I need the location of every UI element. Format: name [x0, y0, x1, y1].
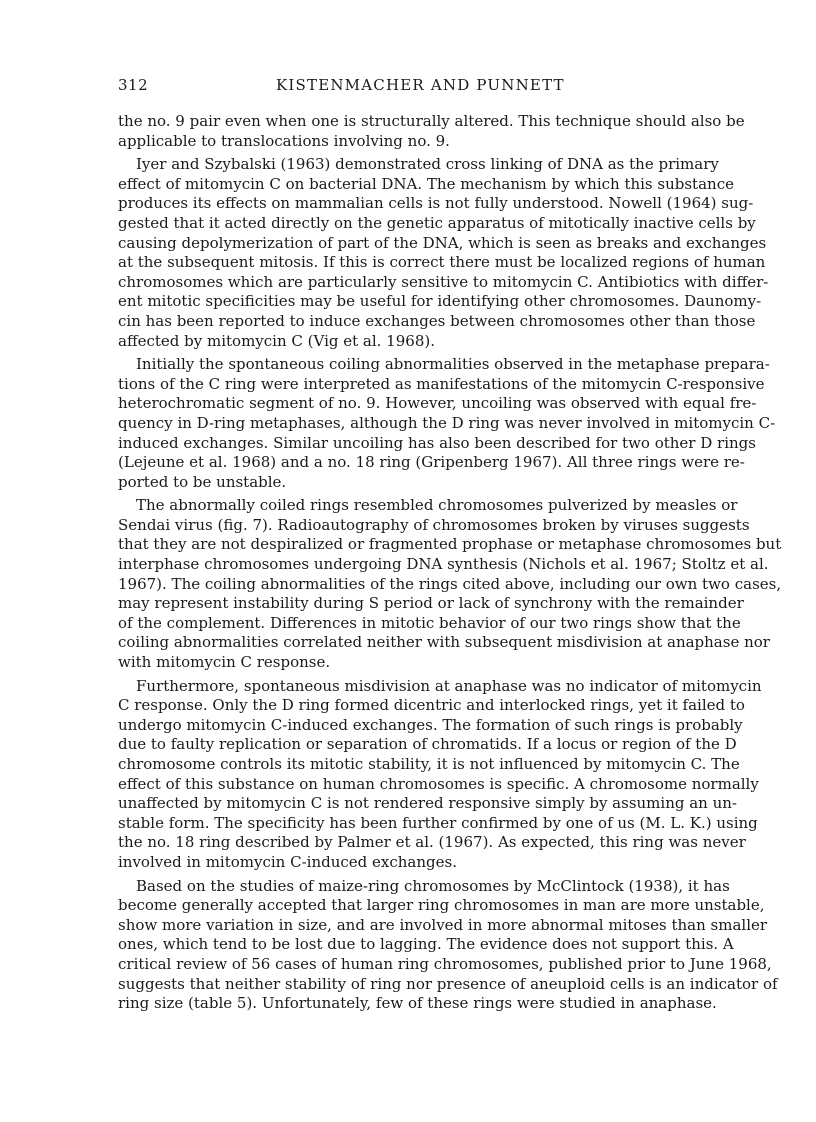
page-number: 312 [118, 76, 149, 94]
text-line: show more variation in size, and are involved in more abnormal mitoses than smaller [118, 915, 768, 934]
text-line: of the complement. Differences in mitotic behavior of our two rings show that the [118, 613, 741, 632]
running-head [118, 76, 686, 98]
text-line: cin has been reported to induce exchanges between chromosomes other than those [118, 311, 756, 330]
text-line: The abnormally coiled rings resembled chromosomes pulverized by measles or [136, 496, 738, 515]
text-line: due to faulty replication or separation of chromatids. If a locus or region of the D [118, 735, 737, 754]
text-line: produces its effects on mammalian cells is not fully understood. Nowell (1964) sug- [118, 194, 754, 213]
text-line: interphase chromosomes undergoing DNA synthesis (Nichols et al. 1967; Stoltz et al. [118, 555, 769, 574]
text-line: heterochromatic segment of no. 9. However, uncoiling was observed with equal fre- [118, 394, 757, 413]
text-line: ones, which tend to be lost due to lagging. The evidence does not support this. A [118, 935, 734, 954]
text-line: C response. Only the D ring formed dicentric and interlocked rings, yet it failed to [118, 696, 745, 715]
text-line: Furthermore, spontaneous misdivision at anaphase was no indicator of mitomycin [136, 676, 762, 695]
paragraph [118, 676, 762, 873]
text-line: affected by mitomycin C (Vig et al. 1968). [118, 331, 435, 350]
text-line: applicable to translocations involving no. 9. [118, 131, 450, 150]
text-line: with mitomycin C response. [118, 653, 331, 672]
text-line: may represent instability during S period or lack of synchrony with the remainder [118, 594, 744, 613]
text-line: quency in D-ring metaphases, although the D ring was never involved in mitomycin C- [118, 413, 776, 432]
text-line: involved in mitomycin C-induced exchanges. [118, 852, 457, 871]
text-line: suggests that neither stability of ring nor presence of aneuploid cells is an indicator of [118, 974, 778, 993]
text-line: Iyer and Szybalski (1963) demonstrated cross linking of DNA as the primary [136, 155, 719, 174]
text-line: at the subsequent mitosis. If this is correct there must be localized regions of human [118, 253, 766, 272]
text-line: stable form. The specificity has been further confirmed by one of us (M. L. K.) using [118, 813, 758, 832]
paragraph [118, 496, 782, 672]
text-line: gested that it acted directly on the genetic apparatus of mitotically inactive cells by [118, 213, 756, 232]
text-line: causing depolymerization of part of the DNA, which is seen as breaks and exchanges [118, 233, 767, 252]
text-line: chromosomes which are particularly sensitive to mitomycin C. Antibiotics with differ- [118, 272, 769, 291]
text-line: undergo mitomycin C-induced exchanges. The formation of such rings is probably [118, 715, 743, 734]
running-title: KISTENMACHER AND PUNNETT [276, 76, 565, 94]
text-line: (Lejeune et al. 1968) and a no. 18 ring (Gripenberg 1967). All three rings were re- [118, 453, 745, 472]
text-line: that they are not despiralized or fragmented prophase or metaphase chromosomes but [118, 535, 782, 554]
text-line: coiling abnormalities correlated neither with subsequent misdivision at anaphase nor [118, 633, 770, 652]
paragraph [118, 155, 769, 351]
text-line: chromosome controls its mitotic stability, it is not influenced by mitomycin C. The [118, 755, 740, 773]
text-line: ring size (table 5). Unfortunately, few of these rings were studied in anaphase. [118, 994, 717, 1013]
text-line: 1967). The coiling abnormalities of the rings cited above, including our own two cases, [118, 574, 782, 593]
paragraph [118, 355, 776, 492]
text-line: become generally accepted that larger ring chromosomes in man are more unstable, [118, 896, 765, 915]
text-line: the no. 9 pair even when one is structurally altered. This technique should also be [118, 112, 745, 130]
paragraph [118, 112, 745, 151]
text-line: ported to be unstable. [118, 472, 287, 491]
text-line: induced exchanges. Similar uncoiling has also been described for two other D rings [118, 433, 756, 452]
text-line: Sendai virus (fig. 7). Radioautography of chromosomes broken by viruses suggests [118, 515, 750, 534]
text-line: Initially the spontaneous coiling abnormalities observed in the metaphase prepara- [136, 355, 770, 374]
text-line: tions of the C ring were interpreted as manifestations of the mitomycin C-responsive [118, 374, 765, 393]
text-line: effect of this substance on human chromosomes is specific. A chromosome normally [118, 774, 759, 793]
text-line: effect of mitomycin C on bacterial DNA. The mechanism by which this substance [118, 174, 734, 193]
body-text [118, 112, 782, 1014]
text-line: ent mitotic specificities may be useful for identifying other chromosomes. Daunomy- [118, 292, 762, 311]
text-line: the no. 18 ring described by Palmer et al. (1967). As expected, this ring was never [118, 833, 746, 852]
text-line: unaffected by mitomycin C is not rendered responsive simply by assuming an un- [118, 794, 737, 813]
text-line: critical review of 56 cases of human ring chromosomes, published prior to June 1968, [118, 954, 772, 973]
paragraph [118, 876, 778, 1014]
text-line: Based on the studies of maize-ring chromosomes by McClintock (1938), it has [136, 876, 730, 895]
